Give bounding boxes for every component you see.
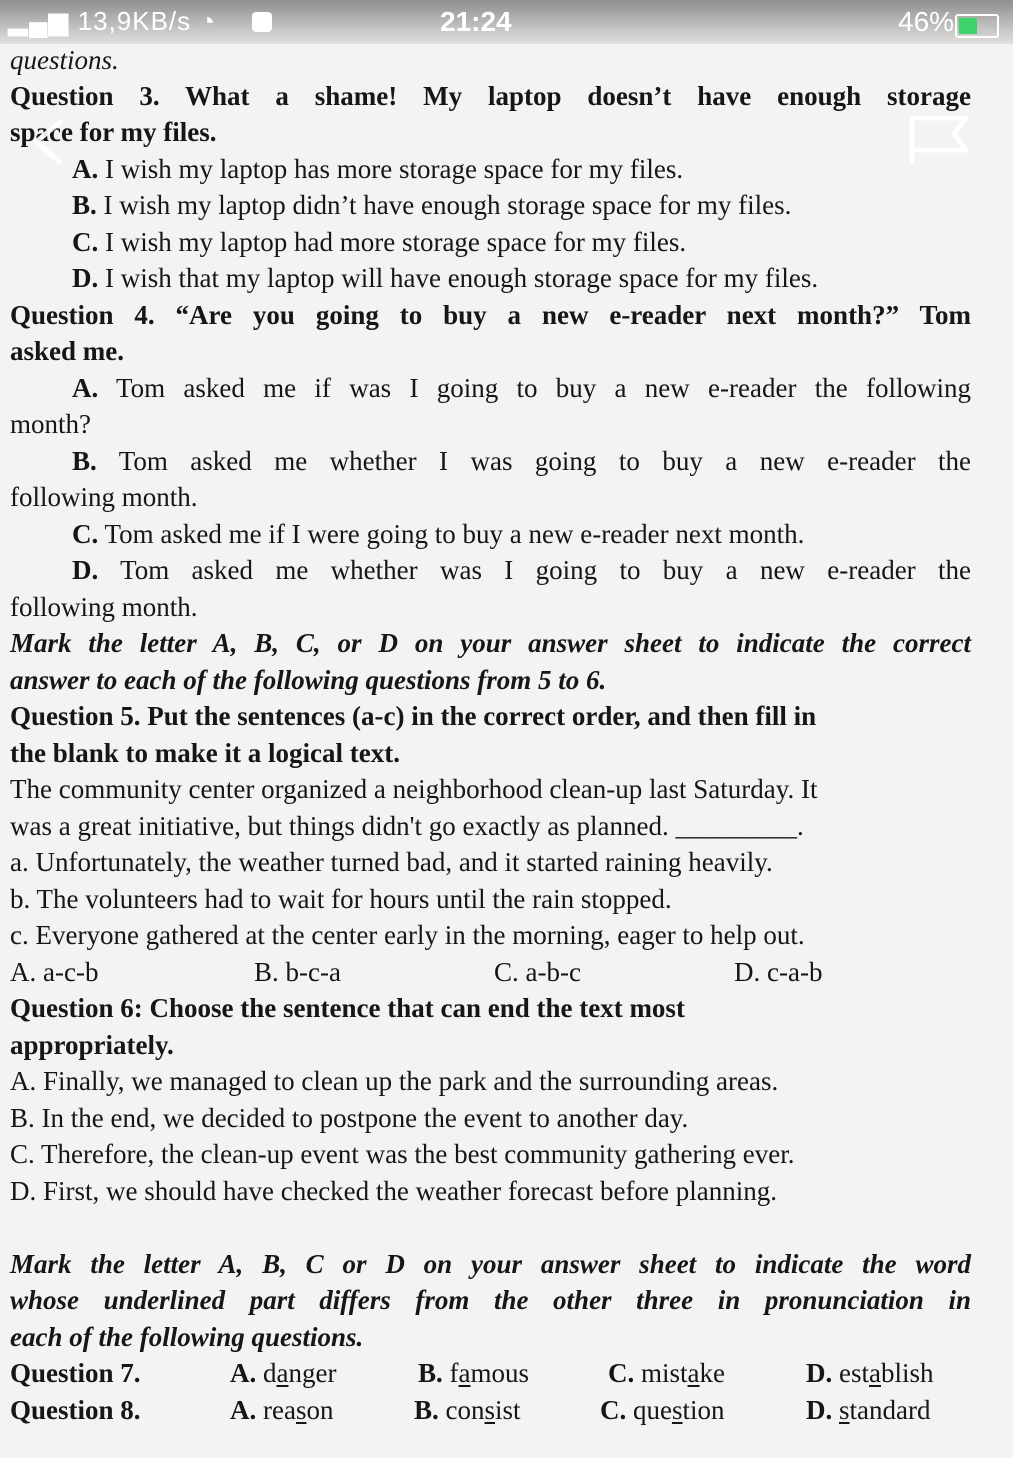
instruction-1-line2: answer to each of the following questions from 5 to 6. bbox=[10, 665, 607, 695]
word-part: ke bbox=[699, 1358, 725, 1388]
q3-option-a[interactable] bbox=[72, 151, 971, 187]
q6-stem-line2: appropriately. bbox=[10, 1030, 174, 1060]
q3-option-d[interactable] bbox=[72, 260, 971, 296]
notification-icon bbox=[252, 12, 272, 32]
option-text: I wish that my laptop will have enough storage space for my files. bbox=[98, 263, 819, 293]
word-part: mous bbox=[470, 1358, 530, 1388]
q5-option-c[interactable]: C. a-b-c bbox=[494, 957, 581, 987]
option-letter: D. bbox=[806, 1358, 833, 1388]
q3-stem-line2: space for my files. bbox=[10, 117, 217, 147]
word-part: nger bbox=[288, 1358, 337, 1388]
q4-option-c[interactable] bbox=[72, 516, 971, 552]
q7-option-b[interactable] bbox=[418, 1355, 529, 1391]
option-letter: C. bbox=[608, 1358, 635, 1388]
option-letter: D. bbox=[806, 1395, 833, 1425]
option-text: Tom asked me if was I going to buy a new e-reader the following bbox=[98, 373, 971, 403]
q4-option-a[interactable] bbox=[72, 370, 971, 406]
word-part: blish bbox=[880, 1358, 934, 1388]
battery-percent: 46% bbox=[898, 6, 955, 37]
underlined-part: a bbox=[458, 1358, 471, 1388]
option-letter: A. bbox=[72, 373, 99, 403]
instruction-2-line3: each of the following questions. bbox=[10, 1322, 364, 1352]
word-part bbox=[832, 1395, 839, 1425]
q7-option-a[interactable] bbox=[230, 1355, 336, 1391]
underlined-part: a bbox=[276, 1358, 289, 1388]
option-text: Tom asked me whether I was going to buy a new e-reader the bbox=[96, 446, 971, 476]
option-letter: A. bbox=[72, 154, 99, 184]
q3-option-c[interactable] bbox=[72, 224, 971, 260]
option-text: I wish my laptop had more storage space for my files. bbox=[98, 227, 687, 257]
q4-option-d-cont[interactable]: following month. bbox=[10, 592, 198, 622]
instruction-2-line1: Mark the letter A, B, C or D on your answer sheet to indicate the word bbox=[10, 1249, 971, 1279]
clock: 21:24 bbox=[440, 6, 512, 37]
q6-option-d[interactable]: D. First, we should have checked the weather forecast before planning. bbox=[10, 1176, 777, 1206]
q6-option-a[interactable]: A. Finally, we managed to clean up the park and the surrounding areas. bbox=[10, 1066, 779, 1096]
underlined-part: a bbox=[687, 1358, 700, 1388]
instruction-2-line2: whose underlined part differs from the other three in pronunciation in bbox=[10, 1285, 971, 1315]
word-part: f bbox=[442, 1358, 459, 1388]
option-text: I wish my laptop didn’t have enough storage space for my files. bbox=[96, 190, 792, 220]
back-arrow-icon[interactable] bbox=[26, 118, 72, 166]
q5-stem-line2: the blank to make it a logical text. bbox=[10, 738, 400, 768]
option-letter: B. bbox=[72, 446, 97, 476]
option-text: Tom asked me if I were going to buy a new e-reader next month. bbox=[98, 519, 805, 549]
status-bar bbox=[0, 0, 1013, 44]
option-letter: B. bbox=[418, 1358, 443, 1388]
q6-stem-line1: Question 6: Choose the sentence that can end the text most bbox=[10, 993, 685, 1023]
option-text: I wish my laptop has more storage space for my files. bbox=[98, 154, 684, 184]
option-letter: D. bbox=[72, 555, 99, 585]
word-part: mist bbox=[634, 1358, 688, 1388]
network-speed-text: 13,9KB/s bbox=[77, 6, 192, 36]
q5-option-d[interactable]: D. c-a-b bbox=[734, 957, 823, 987]
option-letter: B. bbox=[72, 190, 97, 220]
q3-option-b[interactable] bbox=[72, 187, 971, 223]
q5-option-a[interactable]: A. a-c-b bbox=[10, 957, 99, 987]
q6-option-b[interactable]: B. In the end, we decided to postpone the event to another day. bbox=[10, 1103, 689, 1133]
header-fragment-text: questions. bbox=[10, 45, 119, 75]
q4-option-b-cont[interactable]: following month. bbox=[10, 482, 198, 512]
option-letter: B. bbox=[414, 1395, 439, 1425]
word-part: on bbox=[306, 1395, 334, 1425]
option-letter: C. bbox=[72, 227, 99, 257]
header-fragment bbox=[10, 42, 971, 78]
q8-option-c[interactable] bbox=[600, 1392, 725, 1428]
q5-sentence-a: a. Unfortunately, the weather turned bad, and it started raining heavily. bbox=[10, 847, 773, 877]
q4-stem-line2: asked me. bbox=[10, 336, 124, 366]
q7-option-c[interactable] bbox=[608, 1355, 725, 1391]
q4-option-a-cont[interactable]: month? bbox=[10, 409, 91, 439]
word-part: tion bbox=[682, 1395, 725, 1425]
option-text: Tom asked me whether was I going to buy a new e-reader the bbox=[98, 555, 971, 585]
q8-option-d[interactable] bbox=[806, 1392, 930, 1428]
q5-passage-line1: The community center organized a neighborhood clean-up last Saturday. It bbox=[10, 774, 818, 804]
instruction-1-line1: Mark the letter A, B, C, or D on your answer sheet to indicate the correct bbox=[10, 628, 971, 658]
q5-sentence-c: c. Everyone gathered at the center early in the morning, eager to help out. bbox=[10, 920, 805, 950]
back-arrow-glyph bbox=[26, 118, 72, 166]
word-part: d bbox=[256, 1358, 277, 1388]
underlined-part: s bbox=[671, 1395, 683, 1425]
underlined-part: s bbox=[839, 1395, 850, 1425]
word-part: con bbox=[438, 1395, 485, 1425]
q3-stem-line1: Question 3. What a shame! My laptop doesn’t have enough storage bbox=[10, 81, 971, 111]
q7-label: Question 7. bbox=[10, 1358, 141, 1388]
option-letter: D. bbox=[72, 263, 99, 293]
q4-option-b[interactable] bbox=[72, 443, 971, 479]
q8-option-a[interactable] bbox=[230, 1392, 333, 1428]
q5-option-b[interactable]: B. b-c-a bbox=[254, 957, 341, 987]
q4-option-d[interactable] bbox=[72, 552, 971, 588]
underlined-part: a bbox=[869, 1358, 881, 1388]
word-part: rea bbox=[256, 1395, 296, 1425]
word-part: est bbox=[832, 1358, 869, 1388]
word-part: que bbox=[626, 1395, 672, 1425]
q6-option-c[interactable]: C. Therefore, the clean-up event was the best community gathering ever. bbox=[10, 1139, 795, 1169]
underlined-part: s bbox=[295, 1395, 307, 1425]
q5-passage-line2: was a great initiative, but things didn't go exactly as planned. _________. bbox=[10, 811, 804, 841]
option-letter: A. bbox=[230, 1395, 257, 1425]
q5-sentence-b: b. The volunteers had to wait for hours until the rain stopped. bbox=[10, 884, 672, 914]
q8-option-b[interactable] bbox=[414, 1392, 521, 1428]
q8-label: Question 8. bbox=[10, 1395, 141, 1425]
q7-option-d[interactable] bbox=[806, 1355, 934, 1391]
network-speed: ▂▄▆ 13,9KB/s ◔ bbox=[8, 6, 217, 36]
battery-level bbox=[959, 18, 977, 34]
q4-stem-line1: Question 4. “Are you going to buy a new e-reader next month?” Tom bbox=[10, 300, 971, 330]
word-part: ist bbox=[495, 1395, 521, 1425]
battery-icon bbox=[955, 14, 999, 38]
q5-stem-line1: Question 5. Put the sentences (a-c) in the correct order, and then fill in bbox=[10, 701, 817, 731]
option-letter: C. bbox=[72, 519, 99, 549]
flag-icon[interactable] bbox=[906, 112, 972, 166]
underlined-part: s bbox=[484, 1395, 496, 1425]
flag-glyph bbox=[906, 112, 972, 166]
option-letter: A. bbox=[230, 1358, 257, 1388]
word-part: tandard bbox=[849, 1395, 931, 1425]
option-letter: C. bbox=[600, 1395, 627, 1425]
